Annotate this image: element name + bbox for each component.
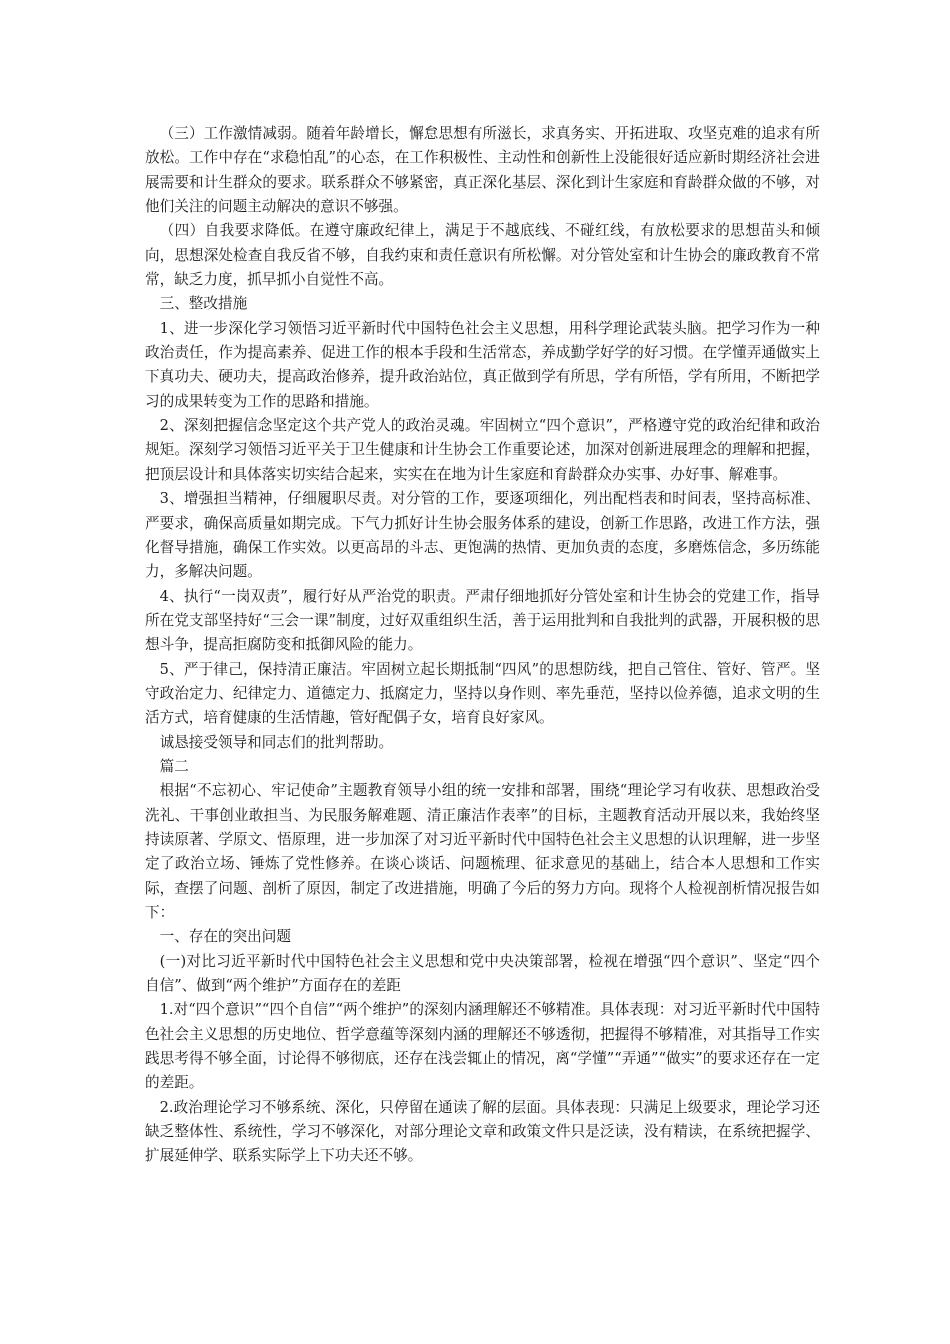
section-heading-problems: 一、存在的突出问题 bbox=[159, 928, 291, 946]
paragraph-subheading-gap: (一)对比习近平新时代中国特色社会主义思想和党中央决策部署，检视在增强“四个意识”、坚定“四个自信”、做到“两个维护”方面存在的差距 bbox=[145, 952, 820, 995]
section-heading-rectification: 三、整改措施 bbox=[159, 295, 248, 313]
paragraph-measure-1: 1、进一步深化学习领悟习近平新时代中国特色社会主义思想，用科学理论武装头脑。把学习作为一种政治责任，作为提高素养、促进工作的根本手段和生活常态，养成勤学好学的好习惯。在学懂弄通做实上下真功夫、硬功夫，提高政治修养，提升政治站位，真正做到学有所思，学有所悟，学有所用，不断把学习的成果转变为工作的思路和措施。 bbox=[145, 319, 820, 410]
paragraph-closing: 诚恳接受领导和同志们的批判帮助。 bbox=[159, 733, 394, 751]
paragraph-self-requirement: （四）自我要求降低。在遵守廉政纪律上，满足于不越底线、不碰红线，有放松要求的思想苗头和倾向，思想深处检查自我反省不够，自我约束和责任意识有所松懈。对分管处室和计生协会的廉政教育不常常，缺乏力度，抓早抓小自觉性不高。 bbox=[145, 222, 820, 289]
paragraph-measure-4: 4、执行“一岗双责”，履行好从严治党的职责。严肃仔细地抓好分管处室和计生协会的党建工作，指导所在党支部坚持好“三会一课”制度，过好双重组织生活，善于运用批判和自我批判的武器，开展积极的思想斗争，提高拒腐防变和抵御风险的能力。 bbox=[145, 587, 820, 654]
paragraph-measure-5: 5、严于律己，保持清正廉洁。牢固树立起长期抵制“四风”的思想防线，把自己管住、管好、管严。坚守政治定力、纪律定力、道德定力、抵腐定力，坚持以身作则、率先垂范，坚持以俭养德，追求文明的生活方式，培育健康的生活情趣，管好配偶子女，培育良好家风。 bbox=[145, 660, 820, 727]
section-heading-part-two: 篇二 bbox=[159, 757, 189, 775]
paragraph-part-two-intro: 根据“不忘初心、牢记使命”主题教育领导小组的统一安排和部署，围绕“理论学习有收获、思想政治受洗礼、干事创业敢担当、为民服务解难题、清正廉洁作表率”的目标，主题教育活动开展以来，我始终坚持读原著、学原文、悟原理，进一步加深了对习近平新时代中国特色社会主义思想的认识理解，进一步坚定了政治立场、锤炼了党性修养。在谈心谈话、问题梳理、征求意见的基础上，结合本人思想和工作实际，查摆了问题、剖析了原因，制定了改进措施，明确了今后的努力方向。现将个人检视剖析情况报告如下： bbox=[145, 782, 820, 921]
paragraph-work-passion: （三）工作激情减弱。随着年龄增长，懈怠思想有所滋长，求真务实、开拓进取、攻坚克难的追求有所放松。工作中存在“求稳怕乱”的心态，在工作积极性、主动性和创新性上没能很好适应新时期经济社会进展需要和计生群众的要求。联系群众不够紧密，真正深化基层、深化到计生家庭和育龄群众做的不够，对他们关注的问题主动解决的意识不够强。 bbox=[145, 125, 820, 216]
paragraph-measure-2: 2、深刻把握信念坚定这个共产党人的政治灵魂。牢固树立“四个意识”，严格遵守党的政治纪律和政治规矩。深刻学习领悟习近平关于卫生健康和计生协会工作重要论述，加深对创新进展理念的理解和把握，把顶层设计和具体落实切实结合起来，实实在在地为计生家庭和育龄群众办实事、办好事、解难事。 bbox=[145, 417, 820, 483]
paragraph-problem-2: 2.政治理论学习不够系统、深化，只停留在通读了解的层面。具体表现：只满足上级要求，理论学习还缺乏整体性、系统性，学习不够深化，对部分理论文章和政策文件只是泛读，没有精读，在系统把握学、扩展延伸学、联系实际学上下功夫还不够。 bbox=[145, 1098, 820, 1165]
document-body bbox=[145, 122, 820, 1169]
paragraph-measure-3: 3、增强担当精神，仔细履职尽责。对分管的工作，要逐项细化，列出配档表和时间表，坚持高标准、严要求，确保高质量如期完成。下气力抓好计生协会服务体系的建设，创新工作思路，改进工作方法，强化督导措施，确保工作实效。以更高昂的斗志、更饱满的热情、更加负责的态度，多磨炼信念，多历练能力，多解决问题。 bbox=[145, 490, 820, 581]
paragraph-problem-1: 1.对“四个意识”“四个自信”“两个维护”的深刻内涵理解还不够精准。具体表现：对习近平新时代中国特色社会主义思想的历史地位、哲学意蕴等深刻内涵的理解还不够透彻，把握得不够精准，对其指导工作实践思考得不够全面，讨论得不够彻底，还存在浅尝辄止的情况，离“学懂”“弄通”“做实”的要求还存在一定的差距。 bbox=[145, 1001, 820, 1092]
